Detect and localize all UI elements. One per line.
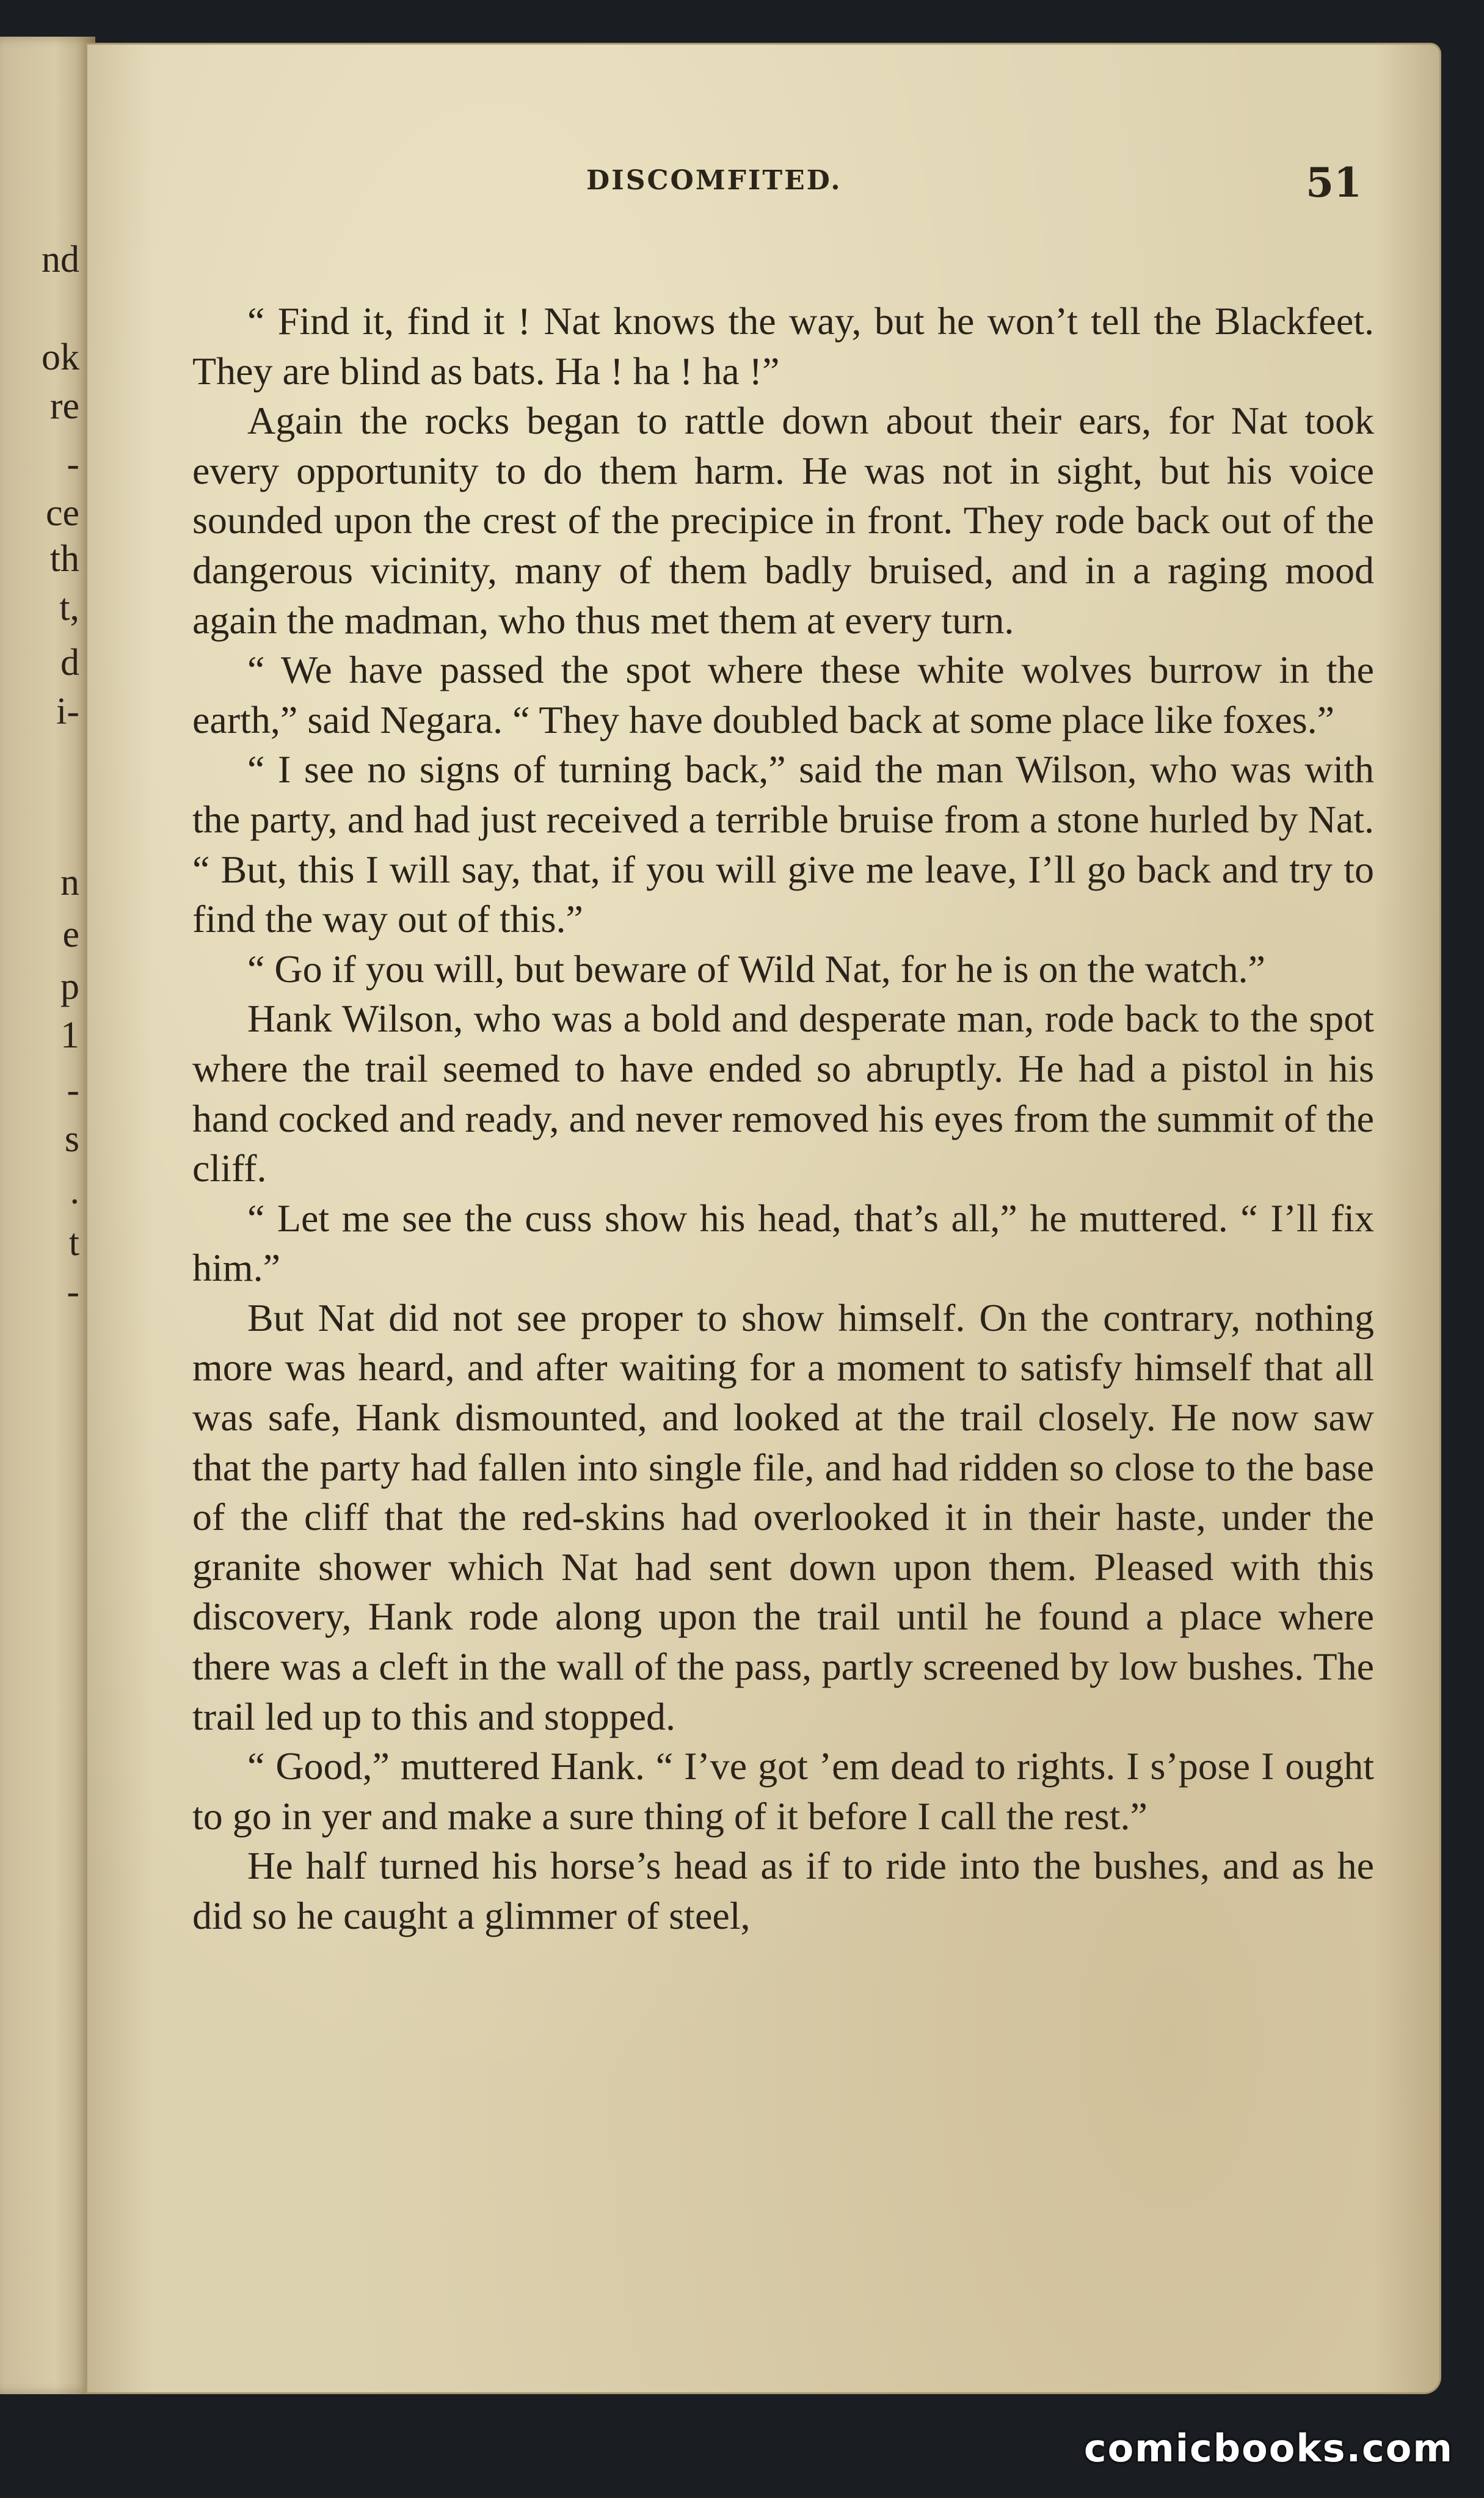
paragraph: Again the rocks began to rattle down about their ears, for Nat took every opportunity to do them harm. He was not in sight, but his voice sounded upon the crest of the precipice in front. They rode back out of the dangerous vicinity, many of them badly bruised, and in a raging mood again the madman, who thus met them at every turn.	[192, 399, 1374, 642]
left-page-fragment: .	[70, 1170, 79, 1212]
paragraph: But Nat did not see proper to show himself. On the contrary, nothing more was heard, and after waiting for a moment to satisfy himself that all was safe, Hank dismounted, and looked at the trail closely. He now saw that the party had fallen into single file, and had ridden so close to the base of the cliff that the red-skins had overlooked it in their haste, under the granite shower which Nat had sent down upon them. Pleased with this discovery, Hank rode along upon the trail until he found a place where there was a cleft in the wall of the pass, partly screened by low bushes. The trail led up to this and stopped.	[192, 1295, 1374, 1738]
left-page-fragment: t	[68, 1222, 79, 1264]
left-page-fragment: d	[60, 642, 79, 683]
book-page	[85, 43, 1441, 2394]
left-page-fragment: -	[67, 443, 79, 485]
paragraph: Hank Wilson, who was a bold and desperate man, rode back to the spot where the trail seemed to have ended so abruptly. He had a pistol in his hand cocked and ready, and never removed his eyes from the summit of the cliff.	[192, 997, 1374, 1190]
paragraph: “ Good,” muttered Hank. “ I’ve got ’em dead to rights. I s’pose I ought to go in yer and make a sure thing of it before I call the rest.”	[192, 1744, 1374, 1838]
left-page-fragment: -	[67, 1271, 79, 1313]
left-page-fragment: nd	[42, 239, 79, 280]
paragraph: “ Go if you will, but beware of Wild Nat, for he is on the watch.”	[247, 947, 1265, 991]
left-page-fragment: ce	[45, 492, 79, 534]
left-page-fragment: re	[49, 385, 79, 427]
page-number: 51	[1306, 159, 1362, 206]
body-text	[192, 296, 1374, 1941]
watermark: comicbooks.com	[1083, 2426, 1453, 2471]
paragraph: “ I see no signs of turning back,” said the man Wilson, who was with the party, and had just received a terrible bruise from a stone hurled by Nat. “ But, this I will say, that, if you will give me leave, I’ll go back and try to find the way out of this.”	[192, 748, 1374, 941]
left-page-fragment: e	[62, 914, 79, 955]
left-page-fragment: t,	[59, 587, 79, 628]
left-page-fragment: th	[49, 538, 79, 580]
paragraph: He half turned his horse’s head as if to ride into the bushes, and as he did so he caught a glimmer of steel,	[192, 1844, 1374, 1937]
facing-page-edge	[0, 37, 95, 2394]
left-page-fragment: s	[64, 1118, 79, 1160]
page-header	[85, 159, 1441, 220]
left-page-fragment: i-	[56, 691, 79, 732]
paragraph: “ We have passed the spot where these white wolves burrow in the earth,” said Negara. “ They have doubled back at some place like foxes.”	[192, 648, 1374, 741]
left-page-fragment: 1	[60, 1014, 79, 1056]
left-page-fragment: ok	[42, 337, 79, 378]
left-page-fragment: p	[60, 966, 79, 1007]
paragraph: “ Let me see the cuss show his head, that’s all,” he muttered. “ I’ll fix him.”	[192, 1196, 1374, 1290]
paragraph: “ Find it, find it ! Nat knows the way, but he won’t tell the Blackfeet. They are blind as bats. Ha ! ha ! ha !”	[192, 299, 1374, 393]
running-head: DISCOMFITED.	[586, 165, 842, 196]
left-page-fragment: n	[60, 862, 79, 903]
left-page-fragment: -	[67, 1069, 79, 1111]
